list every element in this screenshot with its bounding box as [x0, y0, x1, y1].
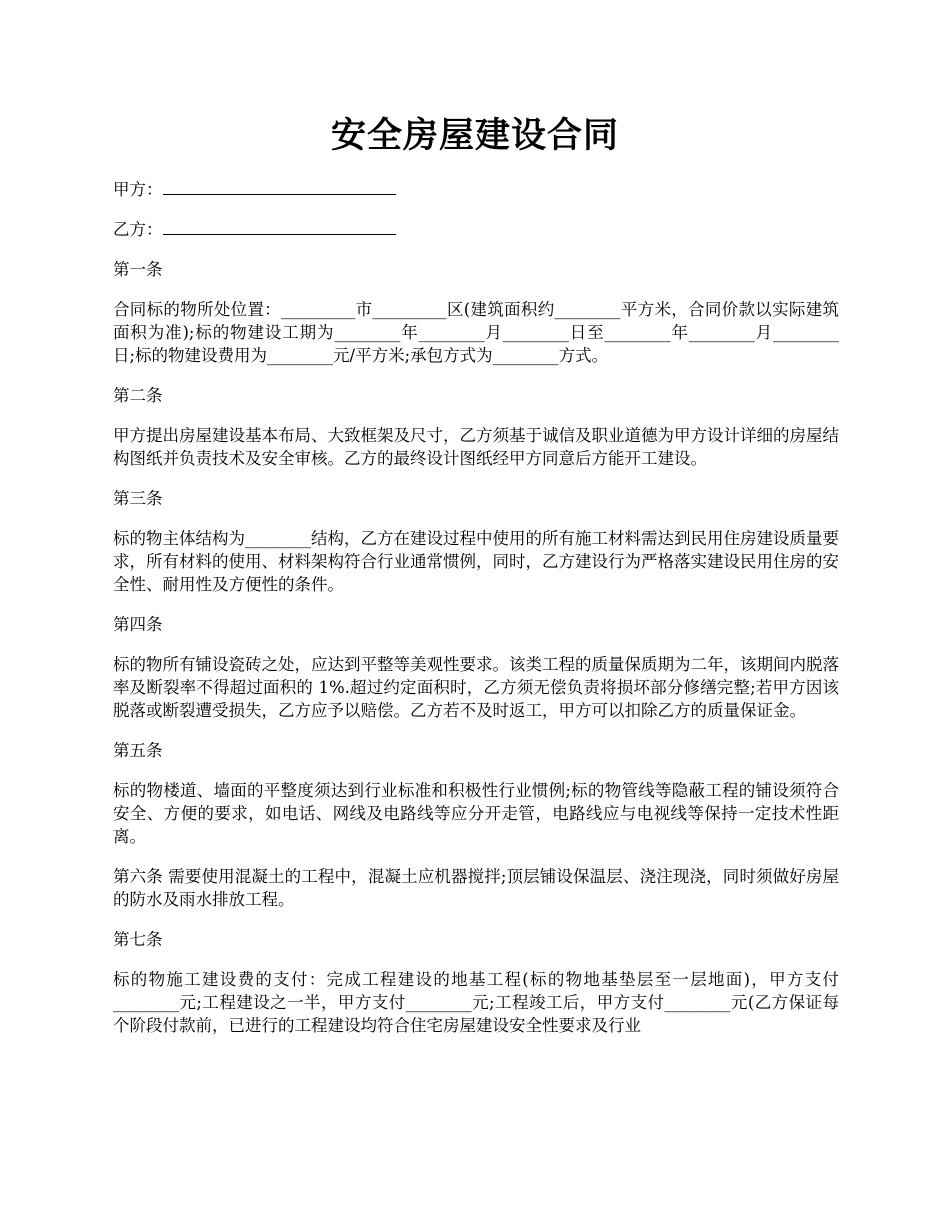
section-1-heading: 第一条 — [113, 260, 163, 279]
section-2-body: 甲方提出房屋建设基本布局、大致框架及尺寸，乙方须基于诚信及职业道德为甲方设计详细的房屋结构图纸并负责技术及安全审核。乙方的最终设计图纸经甲方同意后方能开工建设。 — [113, 426, 839, 468]
section-3-body: 标的物主体结构为________结构，乙方在建设过程中使用的所有施工材料需达到民用住房建设质量要求，所有材料的使用、材料架构符合行业通常惯例，同时，乙方建设行为严格落实建设民用住房的安全性、耐用性及方便性的条件。 — [113, 529, 839, 594]
document-title: 安全房屋建设合同 — [330, 115, 619, 156]
party-b-blank — [163, 218, 396, 235]
contract-body — [113, 178, 839, 1054]
party-b-line — [113, 218, 839, 241]
section-5-heading: 第五条 — [113, 741, 163, 760]
party-a-blank — [163, 178, 396, 195]
section-7-body: 标的物施工建设费的支付：完成工程建设的地基工程(标的物地基垫层至一层地面)，甲方支付________元;工程建设之一半，甲方支付________元;工程竣工后，甲方支付________元(乙方保证每个阶段付款前，已进行的工程建设均符合住宅房屋建设安全性要求及行业 — [113, 970, 839, 1035]
party-a-line — [113, 178, 839, 201]
section-5-body: 标的物楼道、墙面的平整度须达到行业标准和积极性行业惯例;标的物管线等隐蔽工程的铺设须符合安全、方便的要求，如电话、网线及电路线等应分开走管，电路线应与电视线等保持一定技术性距离。 — [113, 781, 839, 846]
section-4-heading: 第四条 — [113, 615, 163, 634]
section-2-heading: 第二条 — [113, 386, 163, 405]
party-b-label: 乙方： — [113, 220, 163, 239]
section-7-heading: 第七条 — [113, 930, 163, 949]
section-4-body: 标的物所有铺设瓷砖之处，应达到平整等美观性要求。该类工程的质量保质期为二年，该期间内脱落率及断裂率不得超过面积的 1%.超过约定面积时，乙方须无偿负责将损坏部分修缮完整;若甲方因该脱落或断裂遭受损失，乙方应予以赔偿。乙方若不及时返工，甲方可以扣除乙方的质量保证金。 — [113, 655, 839, 720]
party-a-label: 甲方： — [113, 180, 163, 199]
section-1-body: 合同标的物所处位置：_________市_________区(建筑面积约________平方米，合同价款以实际建筑面积为准);标的物建设工期为________年________月________日至________年________月________日;标的物建设费用为________元/平方米;承包方式为________方式。 — [113, 300, 839, 365]
section-3-heading: 第三条 — [113, 489, 163, 508]
section-6-body: 第六条 需要使用混凝土的工程中，混凝土应机器搅拌;顶层铺设保温层、浇注现浇，同时须做好房屋的防水及雨水排放工程。 — [113, 867, 839, 909]
